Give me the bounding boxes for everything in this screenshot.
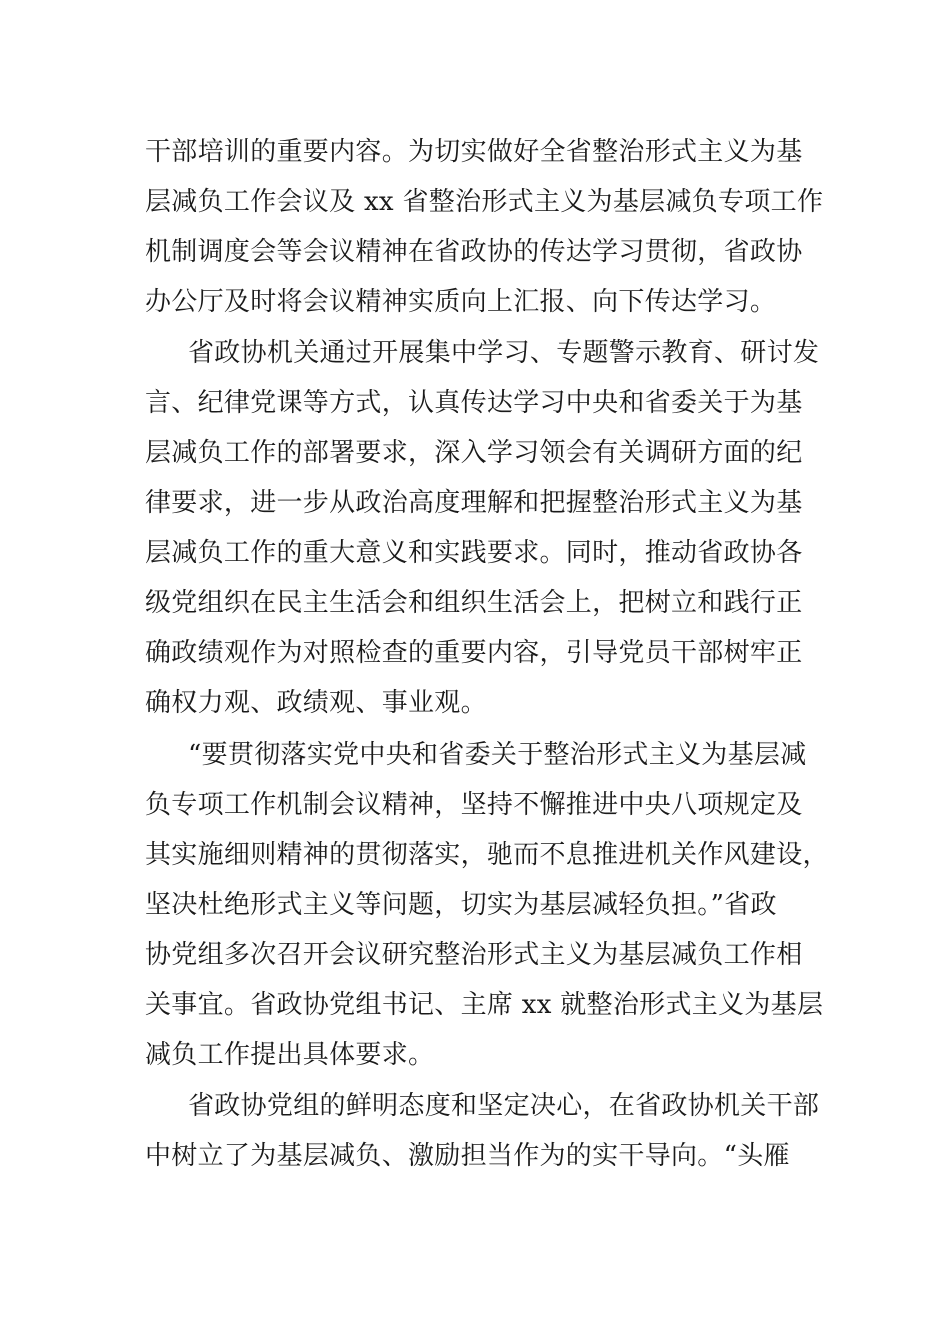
text-line: 层减负工作会议及 xx 省整治形式主义为基层减负专项工作 (145, 187, 824, 217)
text-line: 机制调度会等会议精神在省政协的传达学习贯彻，省政协 (145, 237, 803, 267)
paragraph-first-line: 省政协机关通过开展集中学习、专题警示教育、研讨发 (188, 338, 820, 368)
text-line: 确权力观、政绩观、事业观。 (145, 688, 487, 718)
paragraph-first-line: “要贯彻落实党中央和省委关于整治形式主义为基层减 (188, 740, 807, 770)
text-line: 坚决杜绝形式主义等问题，切实为基层减轻负担。”省政 (145, 890, 777, 920)
text-line: 层减负工作的重大意义和实践要求。同时，推动省政协各 (145, 538, 803, 568)
text-line: 级党组织在民主生活会和组织生活会上，把树立和践行正 (145, 588, 803, 618)
text-line: 其实施细则精神的贯彻落实，驰而不息推进机关作风建设， (145, 840, 829, 870)
text-line: 负专项工作机制会议精神，坚持不懈推进中央八项规定及 (145, 790, 803, 820)
paragraph-first-line: 省政协党组的鲜明态度和坚定决心，在省政协机关干部 (188, 1091, 820, 1121)
text-line: 干部培训的重要内容。为切实做好全省整治形式主义为基 (145, 137, 803, 167)
text-line: 关事宜。省政协党组书记、主席 xx 就整治形式主义为基层 (145, 990, 824, 1020)
text-line: 办公厅及时将会议精神实质向上汇报、向下传达学习。 (145, 287, 777, 317)
text-line: 言、纪律党课等方式，认真传达学习中央和省委关于为基 (145, 388, 803, 418)
text-line: 确政绩观作为对照检查的重要内容，引导党员干部树牢正 (145, 638, 803, 668)
text-line: 减负工作提出具体要求。 (145, 1040, 435, 1070)
text-line: 协党组多次召开会议研究整治形式主义为基层减负工作相 (145, 940, 803, 970)
text-line: 中树立了为基层减负、激励担当作为的实干导向。“头雁 (145, 1141, 790, 1171)
text-line: 层减负工作的部署要求，深入学习领会有关调研方面的纪 (145, 438, 803, 468)
text-line: 律要求，进一步从政治高度理解和把握整治形式主义为基 (145, 488, 803, 518)
